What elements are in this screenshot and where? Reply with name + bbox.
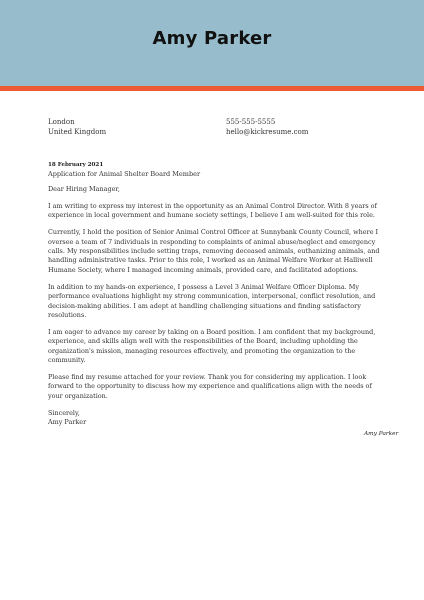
- applicant-name: Amy Parker: [152, 28, 272, 49]
- closing: Sincerely,: [48, 408, 80, 417]
- salutation: Dear Hiring Manager,: [48, 185, 120, 193]
- header-accent-stripe: [0, 86, 424, 91]
- body-paragraph: In addition to my hands-on experience, I possess a Level 3 Animal Welfare Officer Diploma. My performance evaluations highlight my strong communication, interpersonal, conflict resolution, and decision-making abilities. I am adept at handling challenging situations and finding satisfactory resolutions.: [48, 282, 376, 319]
- email-address: hello@kickresume.com: [226, 128, 309, 136]
- body-paragraph: I am eager to advance my career by taking on a Board position. I am confident that my background, experience, and skills align well with the responsibilities of the Board, including upholding the organization's mission, managing resources effectively, and promoting the organization to the community.: [48, 327, 376, 365]
- phone-number: 555-555-5555: [226, 118, 276, 126]
- address-block: [48, 117, 106, 137]
- signature: Amy Parker: [364, 431, 399, 437]
- address-country: United Kingdom: [48, 128, 107, 136]
- letter-body: [48, 185, 382, 428]
- letter-date: 18 February 2021: [48, 162, 104, 168]
- contact-block: [226, 117, 308, 137]
- closing-name: Amy Parker: [48, 418, 87, 427]
- letter-subject: Application for Animal Shelter Board Member: [48, 170, 201, 178]
- body-paragraph: Please find my resume attached for your review. Thank you for considering my application. I look forward to the opportunity to discuss how my experience and qualifications align with the needs of your organization.: [48, 373, 372, 400]
- address-city: London: [48, 118, 75, 126]
- closing-block: [48, 409, 382, 428]
- body-paragraph: Currently, I hold the position of Senior Animal Control Officer at Sunnybank County Council, where I oversee a team of 7 individuals in responding to complaints of animal abuse/neglect and emergency calls. My responsibilities include setting traps, removing deceased animals, euthanizing animals, and handling administrative tasks. Prior to this role, I worked as an Animal Welfare Worker at Halliwell Humane Society, where I managed incoming animals, provided care, and facilitated adoptions.: [48, 228, 380, 274]
- body-paragraph: I am writing to express my interest in the opportunity as an Animal Control Director. With 8 years of experience in local government and humane society settings, I believe I am well-suited for this role.: [48, 201, 377, 220]
